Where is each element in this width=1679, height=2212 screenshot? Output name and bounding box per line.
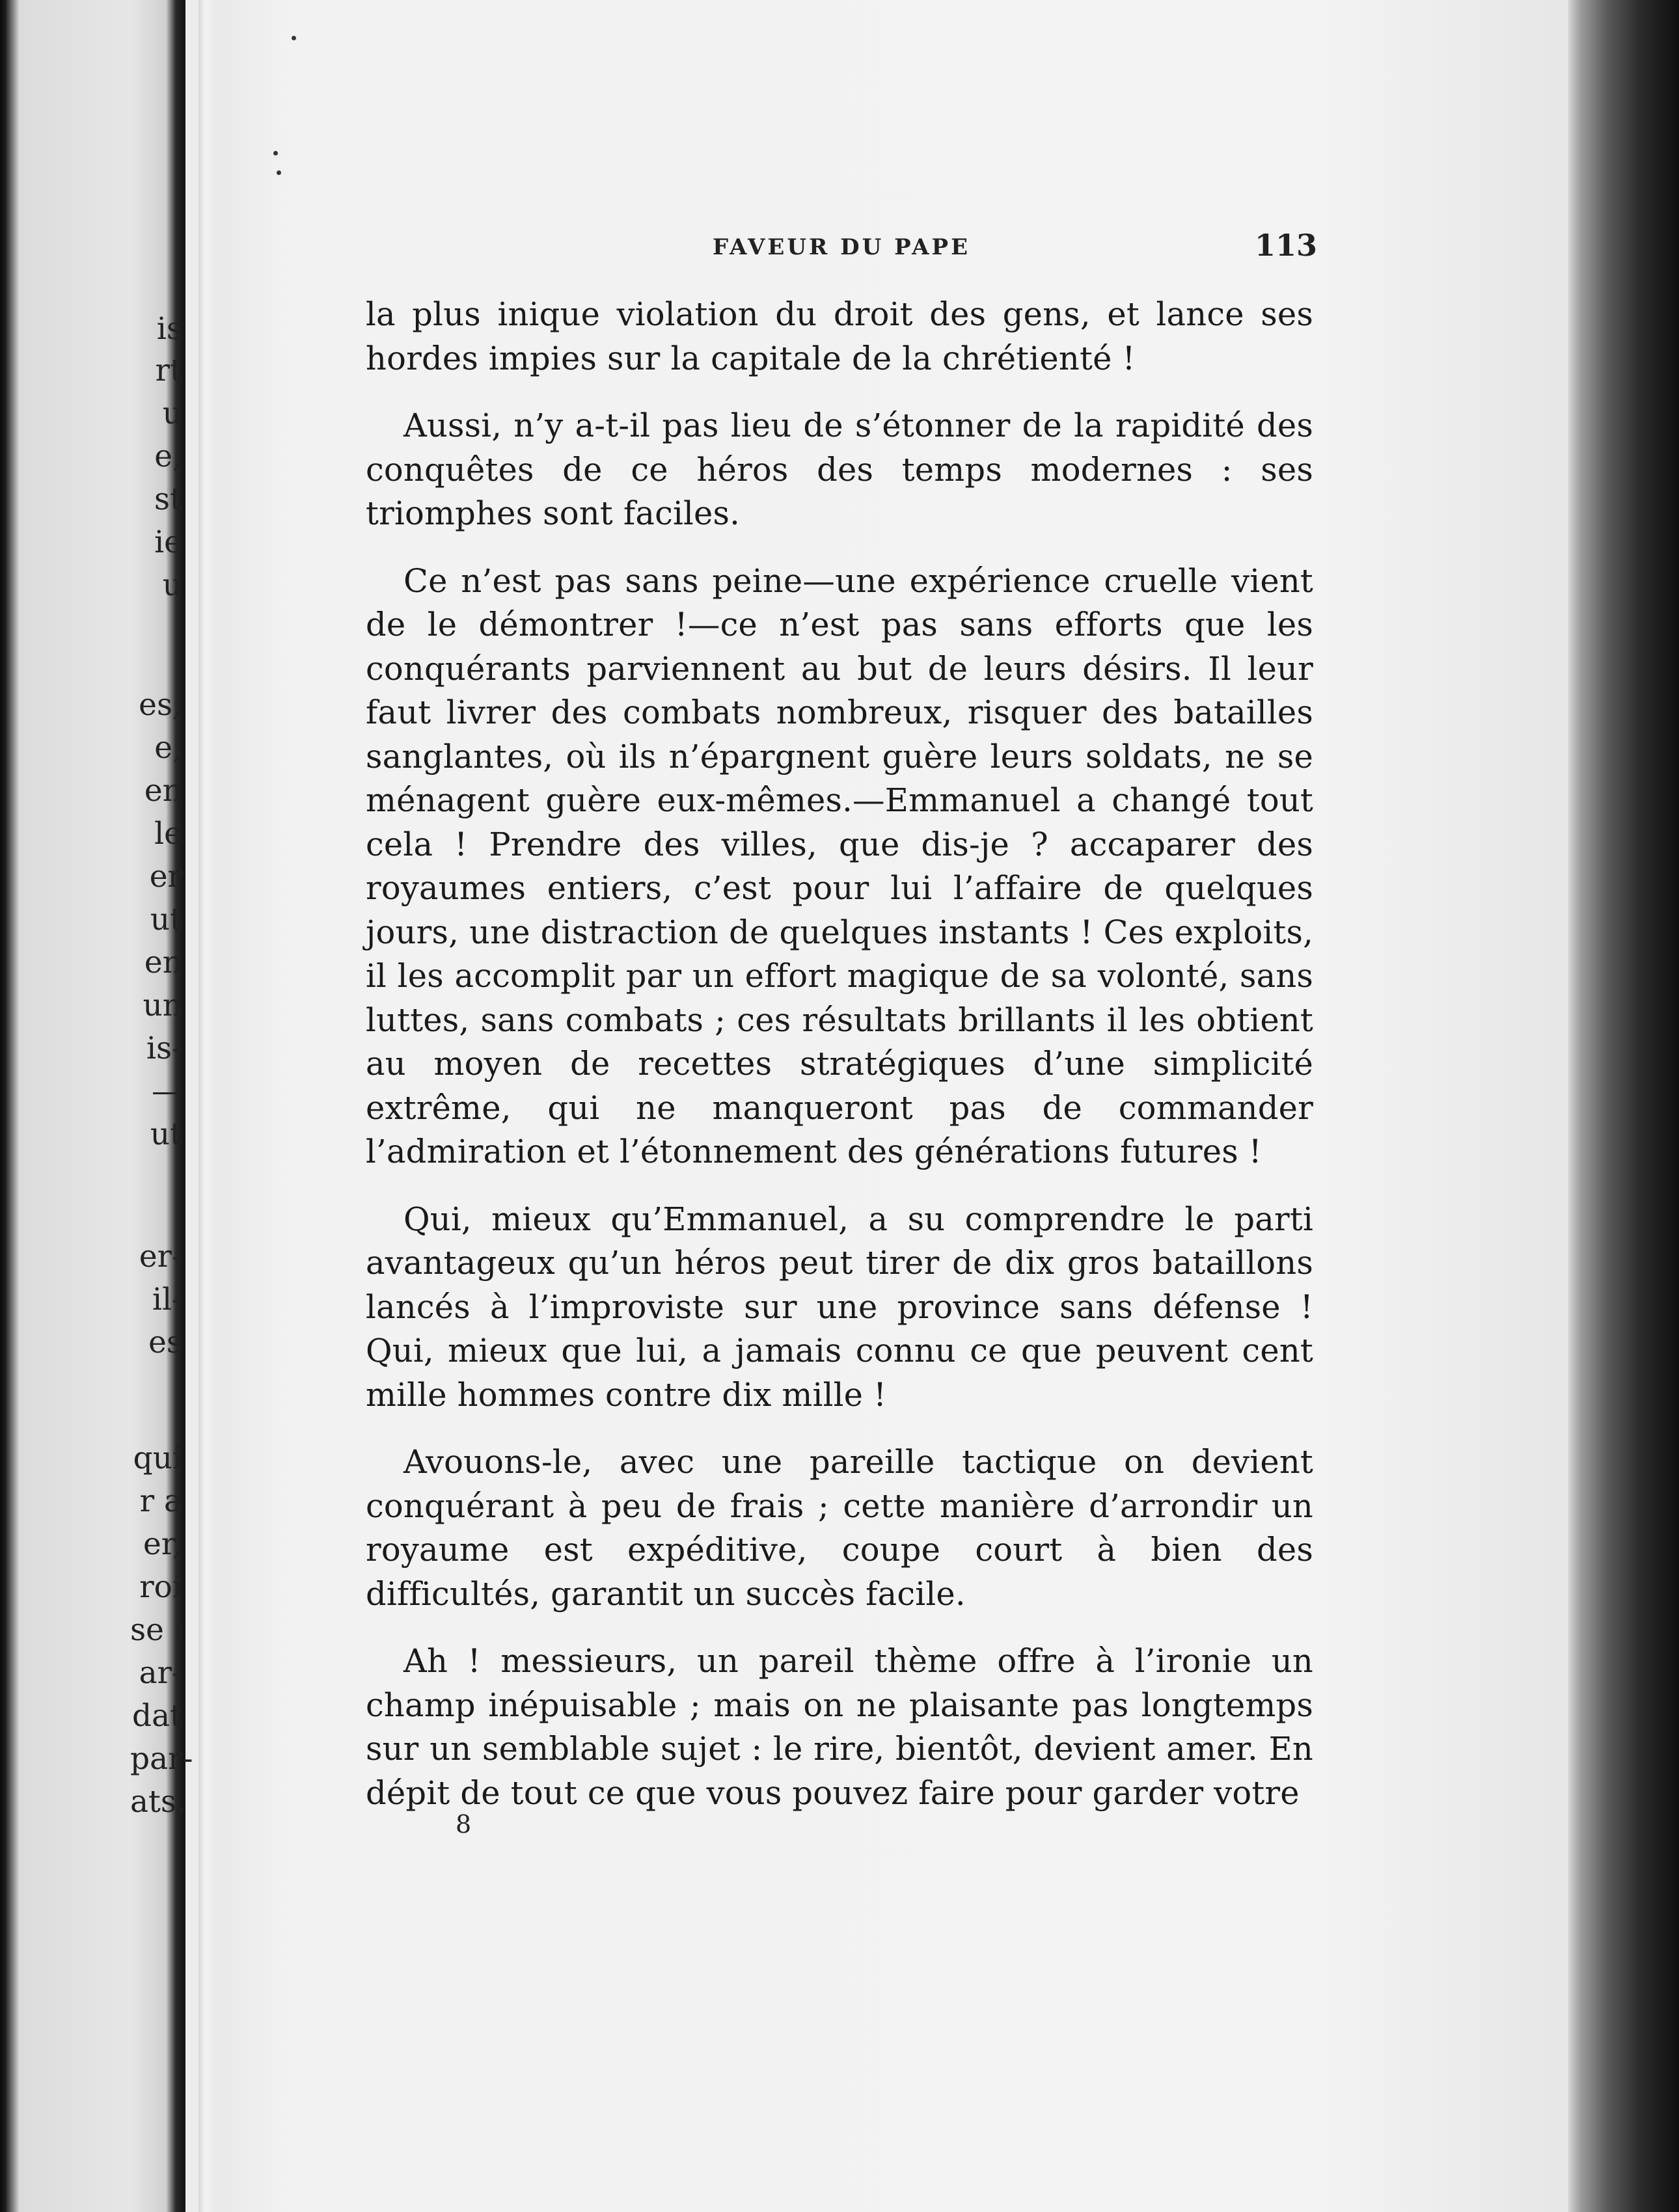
left-fragment: ie xyxy=(154,524,182,560)
left-fragment: qui xyxy=(133,1440,182,1476)
paragraph: Avouons-le, avec une pareille tactique on devient conquérant à peu de frais ; cette manière d’arrondir un royaume est expéditive, coupe court à bien des difficultés, garantit un succès facile. xyxy=(366,1443,1313,1613)
dust-speck xyxy=(277,170,281,175)
left-fragment: er, xyxy=(143,1526,182,1562)
paragraph: Ah ! messieurs, un pareil thème offre à l’ironie un champ inépuisable ; mais on ne plaisante pas longtemps sur un semblable sujet : le rire, bientôt, devient amer. En dépit de tout ce que vous pouvez faire pour garder votre xyxy=(366,1642,1313,1812)
dust-speck xyxy=(273,151,278,155)
paragraph: Ce n’est pas sans peine—une expérience cruelle vient de le démontrer !—ce n’est pas sans efforts que les conquérants parviennent au but de leurs désirs. Il leur faut livrer des combats nombreux, risquer des batailles sanglantes, où ils n’épargnent guère leurs soldats, ne se ménagent guère eux-mêmes.—Emmanuel a changé tout cela ! Prendre des villes, que dis-je ? accaparer des royaumes entiers, c’est pour lui l’affaire de quelques jours, une distraction de quelques instants ! Ces exploits, il les accomplit par un effort magique de sa volonté, sans luttes, sans combats ; ces résultats brillants il les obtient au moyen de recettes stratégiques d’une simplicité extrême, qui ne manqueront pas de commander l’admiration et l’étonnement des générations futures ! xyxy=(366,561,1313,1170)
left-fragment: es xyxy=(148,1325,182,1360)
left-fragment: en xyxy=(144,945,182,980)
left-fragment: u xyxy=(162,567,182,603)
paragraph: Aussi, n’y a-t-il pas lieu de s’étonner de la rapidité des conquêtes de ce héros des temps modernes : ses triomphes sont faciles. xyxy=(366,407,1313,532)
left-fragment: — xyxy=(152,1073,182,1109)
page-edge-shadow xyxy=(1568,0,1679,2212)
paragraph: la plus inique violation du droit des gens, et lance ses hordes impies sur la capitale de la chrétienté ! xyxy=(366,295,1313,377)
left-fragment: roi xyxy=(139,1569,182,1605)
left-fragment: u xyxy=(162,396,182,431)
left-fragment: rt xyxy=(155,353,182,388)
left-fragment: es, xyxy=(139,687,182,723)
page-fold xyxy=(198,0,215,2212)
left-fragment: ats, xyxy=(130,1784,186,1820)
left-fragment: e, xyxy=(154,730,182,766)
left-fragment: ar- xyxy=(139,1655,182,1691)
left-fragment: par- xyxy=(130,1741,193,1777)
left-fragment: il- xyxy=(152,1282,182,1317)
left-fragment: en xyxy=(144,773,182,809)
left-fragment: le xyxy=(154,816,182,852)
left-fragment: is- xyxy=(146,1031,182,1066)
left-fragment: is xyxy=(156,311,182,347)
left-fragment: e, xyxy=(154,438,182,474)
left-fragment: er xyxy=(149,859,182,895)
dust-speck xyxy=(292,36,296,40)
running-title: FAVEUR DU PAPE xyxy=(713,234,971,260)
signature-mark: 8 xyxy=(456,1810,472,1839)
body-text xyxy=(366,293,1313,1839)
left-fragment: dat xyxy=(132,1698,182,1734)
left-fragment: er- xyxy=(139,1239,182,1275)
left-fragment: se : xyxy=(130,1612,184,1648)
paragraph: Qui, mieux qu’Emmanuel, a su comprendre le parti avantageux qu’un héros peut tirer de dix gros bataillons lancés à l’improviste sur une province sans défense ! Qui, mieux que lui, a jamais connu ce que peuvent cent mille hommes contre dix mille ! xyxy=(366,1200,1313,1414)
left-fragment: r a xyxy=(139,1483,182,1519)
left-fragment: un xyxy=(143,988,182,1023)
left-fragment: ut xyxy=(150,902,182,937)
left-fragment: ut xyxy=(150,1116,182,1152)
left-fragment: st xyxy=(154,481,182,517)
page-number: 113 xyxy=(1255,228,1318,263)
